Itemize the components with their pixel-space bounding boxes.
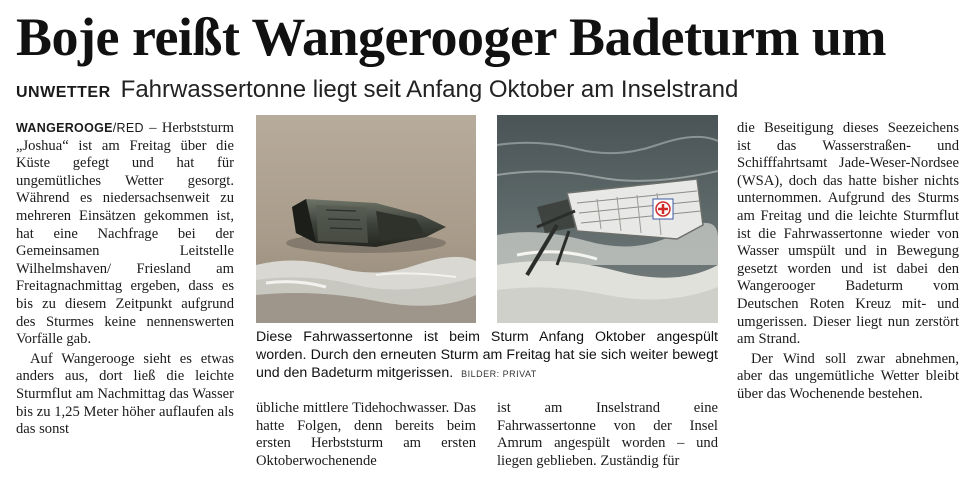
dateline: WANGEROOGE/RED [16,121,144,135]
subheadline: Fahrwassertonne liegt seit Anfang Oktober am Inselstrand [120,76,739,103]
toppled-lifeguard-tower-photo [497,115,718,323]
subheadline-row [16,74,966,109]
buoy-on-beach-photo [256,115,476,323]
column-1-paragraph-2: Auf Wangerooge sieht es etwas anders aus, dort ließ die leichte Sturmflut am Nachmittag das Wasser bis zu 1,25 Meter höher auflaufen als das sonst [16,350,234,438]
column-3-paragraph-1: ist am Inselstrand eine Fahrwassertonne von der Insel Amrum angespült worden – und liegen geblieben. Zuständig für [497,400,718,469]
column-1-paragraph-1: – Herbststurm „Joshua“ ist am Freitag über die Küste gefegt und hat für ungemütliches Wetter gesorgt. Während es niedersachsenweit zu mehreren Einsätzen gekommen ist, hat eine Nachfrage bei der Gemeinsamen Leitstelle Wilhelmshaven/ Friesland am Freitagnachmittag ergeben, dass es bis zu diesem Zeitpunkt aufgrund des Sturmes keine nennenswerten Vorfälle gab. [16,120,234,348]
article-column-2 [256,400,476,470]
article-column-4 [737,120,959,404]
headline: Boje reißt Wangerooger Badeturm um [16,7,886,67]
caption-text: Diese Fahrwassertonne ist beim Sturm Anfang Oktober angespült worden. Durch den erneuten Sturm am Freitag hat sie sich weiter bewegt und den Badeturm mitgerissen. [256,329,718,381]
column-4-paragraph-2: Der Wind soll zwar abnehmen, aber das ungemütliche Wetter bleibt über das Wochenende bestehen. [737,350,959,402]
kicker: UNWETTER [16,84,111,101]
photo-caption [256,328,718,383]
article-column-1 [16,120,234,439]
column-4-paragraph-1: die Beseitigung dieses Seezeichens ist das Wasserstraßen- und Schifffahrtsamt Jade-Weser-Nordsee (WSA), doch das hatte bisher nichts unternommen. Aufgrund des Sturms am Freitag und die leichte Sturmflut ist die Fahrwassertonne wieder von Wasser umspült und in Bewegung gesetzt worden und ist dabei den Wangerooger Badeturm vom Deutschen Roten Kreuz mit- und umgerissen. Dieser liegt nun zerstört am Strand. [737,120,959,348]
column-2-paragraph-1: übliche mittlere Tidehochwasser. Das hatte Folgen, denn bereits beim ersten Herbststurm am ersten Oktoberwochenende [256,400,476,469]
photo-credit: BILDER: PRIVAT [461,369,537,379]
article-column-3 [497,400,718,470]
